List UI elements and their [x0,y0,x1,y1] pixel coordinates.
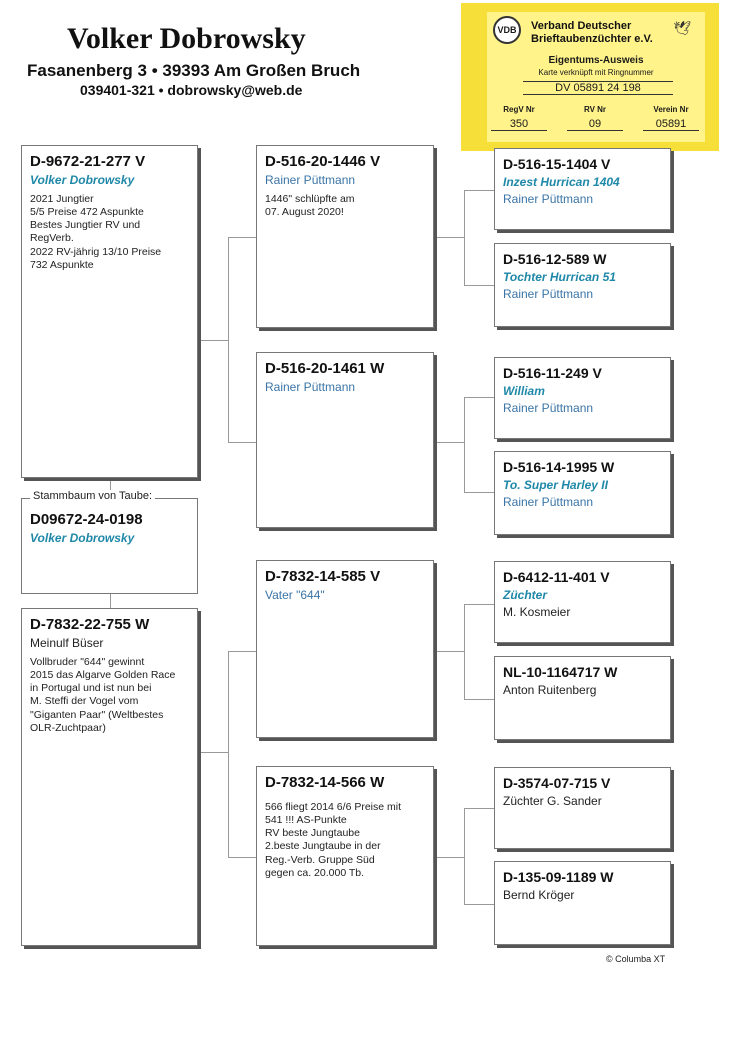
owner-name: M. Kosmeier [503,605,571,619]
pedigree-box-father [21,145,198,478]
owner-name: Volker Dobrowsky [30,173,135,187]
owner-name: Rainer Püttmann [265,380,356,394]
ring-number: D-135-09-1189 W [503,869,614,885]
pedigree-box-mmf [494,767,671,849]
connector-line [110,594,111,608]
card-regv [491,105,547,131]
owner-name: Rainer Püttmann [503,401,594,415]
connector-line [464,604,494,605]
pedigree-box-mm [256,766,434,946]
connector-line [464,285,494,286]
ring-number: D-7832-14-566 W [265,774,385,791]
pedigree-box-mf [256,560,434,738]
connector-line [228,237,256,238]
pedigree-box-fmf [494,357,671,439]
connector-line [464,492,494,493]
subject-ring-number: D09672-24-0198 [30,511,143,528]
connector-line [464,397,494,398]
owner-name: Bernd Kröger [503,888,575,902]
connector-line [434,442,464,443]
card-ring-number: DV 05891 24 198 [523,81,673,95]
pedigree-box-subject [21,498,198,594]
pigeon-icon: 🕊 [673,20,691,36]
card-rv [567,105,623,131]
pigeon-name: Züchter [503,588,548,602]
connector-line [464,699,494,700]
ring-number: NL-10-1164717 W [503,664,618,680]
performance-notes: 1446" schlüpfte am 07. August 2020! [265,193,355,219]
pigeon-name: Inzest Hurrican 1404 [503,175,620,189]
ownership-card-inner [487,12,705,142]
card-verein-label: Verein Nr [653,105,689,114]
card-regv-value: 350 [491,118,547,131]
performance-notes: 566 fliegt 2014 6/6 Preise mit 541 !!! AS-Punkte RV beste Jungtaube 2.beste Jungtaube in der Reg.-Verb. Gruppe Süd gegen ca. 20.000 Tb. [265,801,401,879]
connector-line [228,442,256,443]
subject-owner: Volker Dobrowsky [30,531,135,545]
owner-name: Vater "644" [265,588,325,602]
card-regv-label: RegV Nr [503,105,535,114]
card-title: Eigentums-Ausweis [548,55,644,66]
breeder-name: Volker Dobrowsky [67,22,306,55]
breeder-address: Fasanenberg 3 • 39393 Am Großen Bruch [27,61,361,80]
pedigree-box-mother [21,608,198,946]
performance-notes: Vollbruder "644" gewinnt 2015 das Algarve Golden Race in Portugal und ist nun bei M. Steffi der Vogel vom "Giganten Paar" (Weltbestes OLR-Zuchtpaar) [30,656,176,734]
pedigree-box-ffm [494,243,671,327]
connector-line [464,604,465,699]
connector-line [434,857,464,858]
pedigree-box-fff [494,148,671,230]
ring-number: D-516-20-1461 W [265,360,385,377]
owner-name: Rainer Püttmann [503,287,594,301]
association-name [531,20,653,45]
ring-number: D-516-11-249 V [503,365,602,381]
ownership-card [461,3,719,151]
association-name-line2: Brieftaubenzüchter e.V. [531,32,653,45]
copyright-notice: © Columba XT [606,954,666,964]
connector-line [434,651,464,652]
pedigree-box-mmm [494,861,671,945]
connector-line [198,752,228,753]
card-rv-value: 09 [567,118,623,131]
card-verein [643,105,699,131]
owner-name: Meinulf Büser [30,636,104,650]
connector-line [434,237,464,238]
connector-line [228,857,256,858]
owner-name: Rainer Püttmann [503,192,594,206]
breeder-contact: 039401-321 • dobrowsky@web.de [80,82,303,98]
owner-name: Rainer Püttmann [503,495,594,509]
performance-notes: 2021 Jungtier 5/5 Preise 472 Aspunkte Bestes Jungtier RV und RegVerb. 2022 RV-jährig 13/10 Preise 732 Aspunkte [30,193,162,271]
ring-number: D-6412-11-401 V [503,569,610,585]
pedigree-box-fm [256,352,434,528]
association-logo-icon: VDB [493,16,521,44]
connector-line [228,651,229,857]
owner-name: Rainer Püttmann [265,173,356,187]
connector-line [464,808,494,809]
card-verein-value: 05891 [643,118,699,131]
card-subtitle: Karte verknüpft mit Ringnummer [538,68,654,77]
ring-number: D-7832-14-585 V [265,568,381,585]
pedigree-box-mff [494,561,671,643]
pedigree-box-ff [256,145,434,328]
pigeon-name: Tochter Hurrican 51 [503,270,616,284]
connector-line [464,808,465,904]
ring-number: D-516-15-1404 V [503,156,611,172]
owner-name: Anton Ruitenberg [503,683,597,697]
pedigree-box-fmm [494,451,671,535]
connector-line [228,651,256,652]
pigeon-name: William [503,384,545,398]
card-rv-label: RV Nr [583,105,607,114]
ring-number: D-9672-21-277 V [30,153,146,170]
association-name-line1: Verband Deutscher [531,20,632,32]
ring-number: D-3574-07-715 V [503,775,611,791]
connector-line [464,904,494,905]
pedigree-box-mfm [494,656,671,740]
connector-line [464,190,465,285]
connector-line [464,397,465,492]
pedigree-label: Stammbaum von Taube: [30,490,155,502]
owner-name: Züchter G. Sander [503,794,602,808]
ring-number: D-516-20-1446 V [265,153,381,170]
ring-number: D-7832-22-755 W [30,616,150,633]
connector-line [228,237,229,443]
pigeon-name: To. Super Harley II [503,478,608,492]
ring-number: D-516-14-1995 W [503,459,615,475]
connector-line [198,340,228,341]
ring-number: D-516-12-589 W [503,251,607,267]
connector-line [464,190,494,191]
